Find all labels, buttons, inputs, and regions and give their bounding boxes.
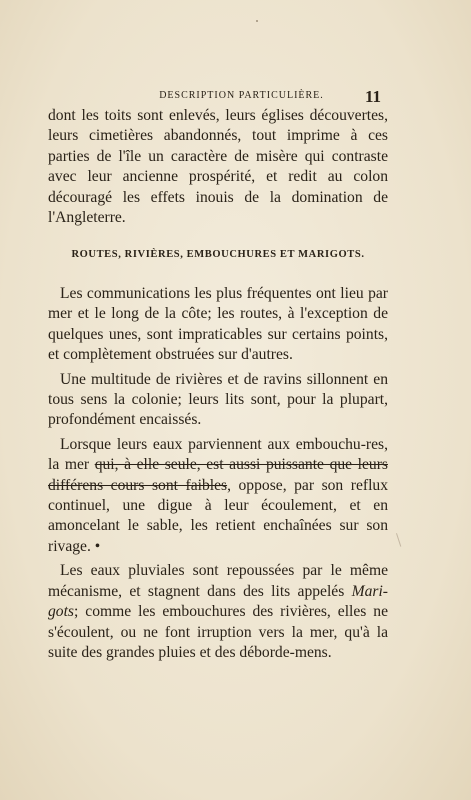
paragraph-rivers: Une multitude de rivières et de ravins sillonnent en tous sens la colonie; leurs lits sont, pour la plupart, profondément encaissés.	[48, 370, 388, 429]
term-marigots: Mari-gots	[48, 582, 388, 621]
ink-mark: •	[94, 537, 101, 555]
running-title: DESCRIPTION PARTICULIÈRE.	[159, 90, 324, 101]
paper-speck	[256, 20, 258, 22]
paragraph-communications: Les communications les plus fréquentes ont lieu par mer et le long de la côte; les routes, à l'exception de quelques unes, sont impraticables sur certains points, et complètement obstruées sur d'autres.	[48, 285, 388, 364]
margin-pencil-mark	[396, 531, 407, 546]
continued-paragraph	[48, 106, 388, 228]
paragraph-marigots-start: Les eaux pluviales sont repoussées par le même mécanisme, et stagnent dans des lits appelés	[48, 562, 388, 600]
section-heading: ROUTES, RIVIÈRES, EMBOUCHURES ET MARIGOTS.	[71, 249, 365, 260]
struck-through-text: qui, à elle seule, est aussi puissante que leurs différens cours sont faibles	[48, 456, 388, 494]
paragraph-river-mouths	[48, 435, 388, 557]
page-number: 11	[364, 87, 381, 106]
continued-paragraph-text: dont les toits sont enlevés, leurs églises découvertes, leurs cimetières abandonnés, tout imprime à ces parties de l'île un caractère de misère qui contraste avec leur ancienne prospérité, et redit au colon découragé les effets inouis de la domination de l'Angleterre.	[48, 107, 388, 227]
running-head	[48, 87, 381, 106]
paragraph-marigots-end: ; comme les embouchures des rivières, elles ne s'écoulent, ou ne font irruption vers la mer, qu'à la suite des grandes pluies et des déborde-mens.	[48, 603, 388, 661]
section-body	[48, 284, 388, 663]
paragraph-river-mouths-start: Lorsque leurs eaux parviennent aux embouchu-res, la mer	[48, 435, 388, 474]
paragraph-marigots	[48, 561, 388, 663]
paragraph-river-mouths-end: , oppose, par son reflux continuel, une digue à leur écoulement, et en amoncelant le sable, les retient enchaînées sur son rivage.	[48, 476, 388, 555]
